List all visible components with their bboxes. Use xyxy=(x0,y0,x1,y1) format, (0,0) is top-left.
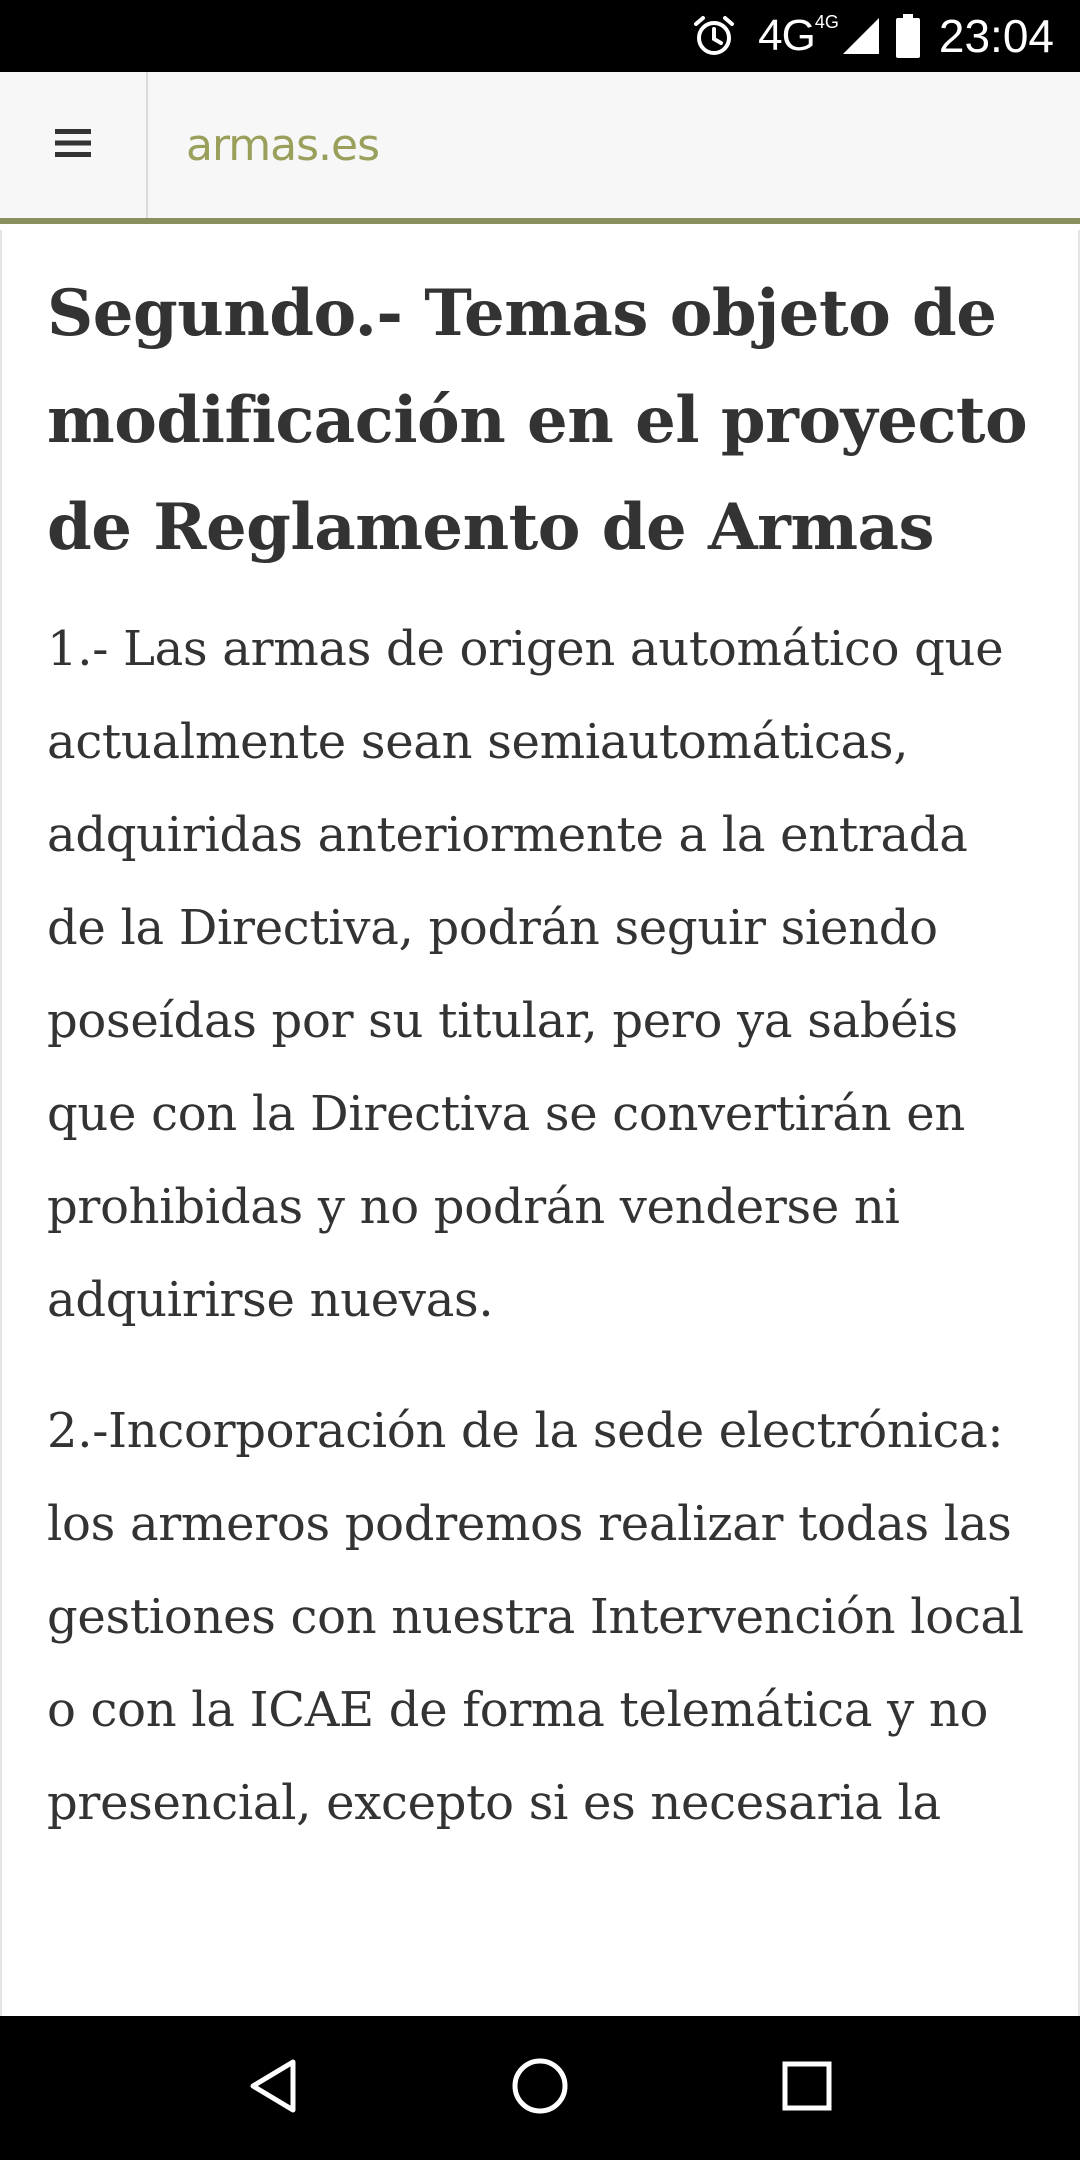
network-type-superscript: 4G xyxy=(814,11,839,32)
article-paragraph: 1.- Las armas de origen automático que actualmente sean semiautomáticas, adquiridas anteriormente a la entrada de la Directiva, podrán seguir siendo poseídas por su titular, pero ya sabéis que con la Directiva se convertirán en prohibidas y no podrán venderse ni adquirirse nuevas. xyxy=(47,621,1004,1328)
status-bar xyxy=(0,0,1080,72)
article-title: Segundo.- Temas objeto de modificación en el proyecto de Reglamento de Armas xyxy=(47,276,1028,565)
recents-button[interactable] xyxy=(747,2028,867,2148)
network-type-label: 4G xyxy=(758,11,815,60)
clock-time: 23:04 xyxy=(938,10,1054,62)
home-button[interactable] xyxy=(480,2028,600,2148)
site-header xyxy=(0,72,1080,224)
article-paragraph: 2.-Incorporación de la sede electrónica: los armeros podremos realizar todas las gestiones con nuestra Intervención local o con la ICAE de forma telemática y no presencial, excepto si es necesaria la xyxy=(47,1403,1024,1831)
hamburger-menu-icon xyxy=(53,127,93,163)
back-button[interactable] xyxy=(213,2028,333,2148)
menu-button[interactable] xyxy=(0,72,148,218)
navigation-bar xyxy=(0,2016,1080,2160)
battery-icon xyxy=(895,13,921,59)
recents-icon xyxy=(781,2060,833,2116)
signal-icon xyxy=(841,16,881,56)
site-logo[interactable]: armas.es xyxy=(186,119,380,171)
home-icon xyxy=(510,2056,570,2120)
back-icon xyxy=(245,2056,301,2120)
alarm-icon xyxy=(692,14,736,58)
article-content xyxy=(0,230,1080,2016)
